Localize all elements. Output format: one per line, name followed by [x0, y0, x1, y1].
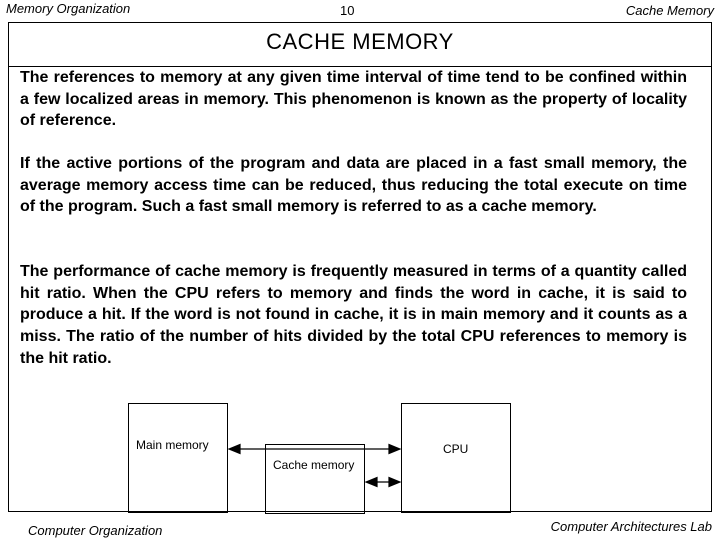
page-number: 10 — [340, 3, 355, 18]
title-band — [9, 23, 711, 67]
slide-title: CACHE MEMORY — [266, 29, 454, 54]
cpu-label: CPU — [443, 442, 469, 456]
footer-lab: Computer Architectures Lab — [550, 519, 712, 534]
paragraph-cache-definition: If the active portions of the program and data are placed in a fast small memory, the average memory access time can be reduced, thus reducing the total execute on time of the program. Such a fast small memory is referred to as a cache memory. — [20, 155, 687, 216]
header-course-title: Memory Organization — [6, 1, 131, 16]
main-memory-label: Main memory — [136, 438, 209, 452]
paragraph-locality: The references to memory at any given time interval of time tend to be confined within a few localized areas in memory. This phenomenon is known as the property of locality of reference. — [20, 69, 687, 130]
cache-memory-box — [265, 444, 365, 514]
header-topic: Cache Memory — [625, 3, 714, 18]
footer-course: Computer Organization — [28, 523, 163, 538]
cpu-box — [401, 403, 511, 513]
main-memory-box — [128, 403, 228, 513]
cache-memory-label: Cache memory — [273, 458, 355, 472]
paragraph-hit-ratio: The performance of cache memory is frequently measured in terms of a quantity called hit ratio. When the CPU refers to memory and finds the word in cache, it is said to produce a hit. If the word is not found in cache, it is in main memory and it counts as a miss. The ratio of the number of hits divided by the total CPU references to memory is the hit ratio. — [20, 263, 687, 367]
